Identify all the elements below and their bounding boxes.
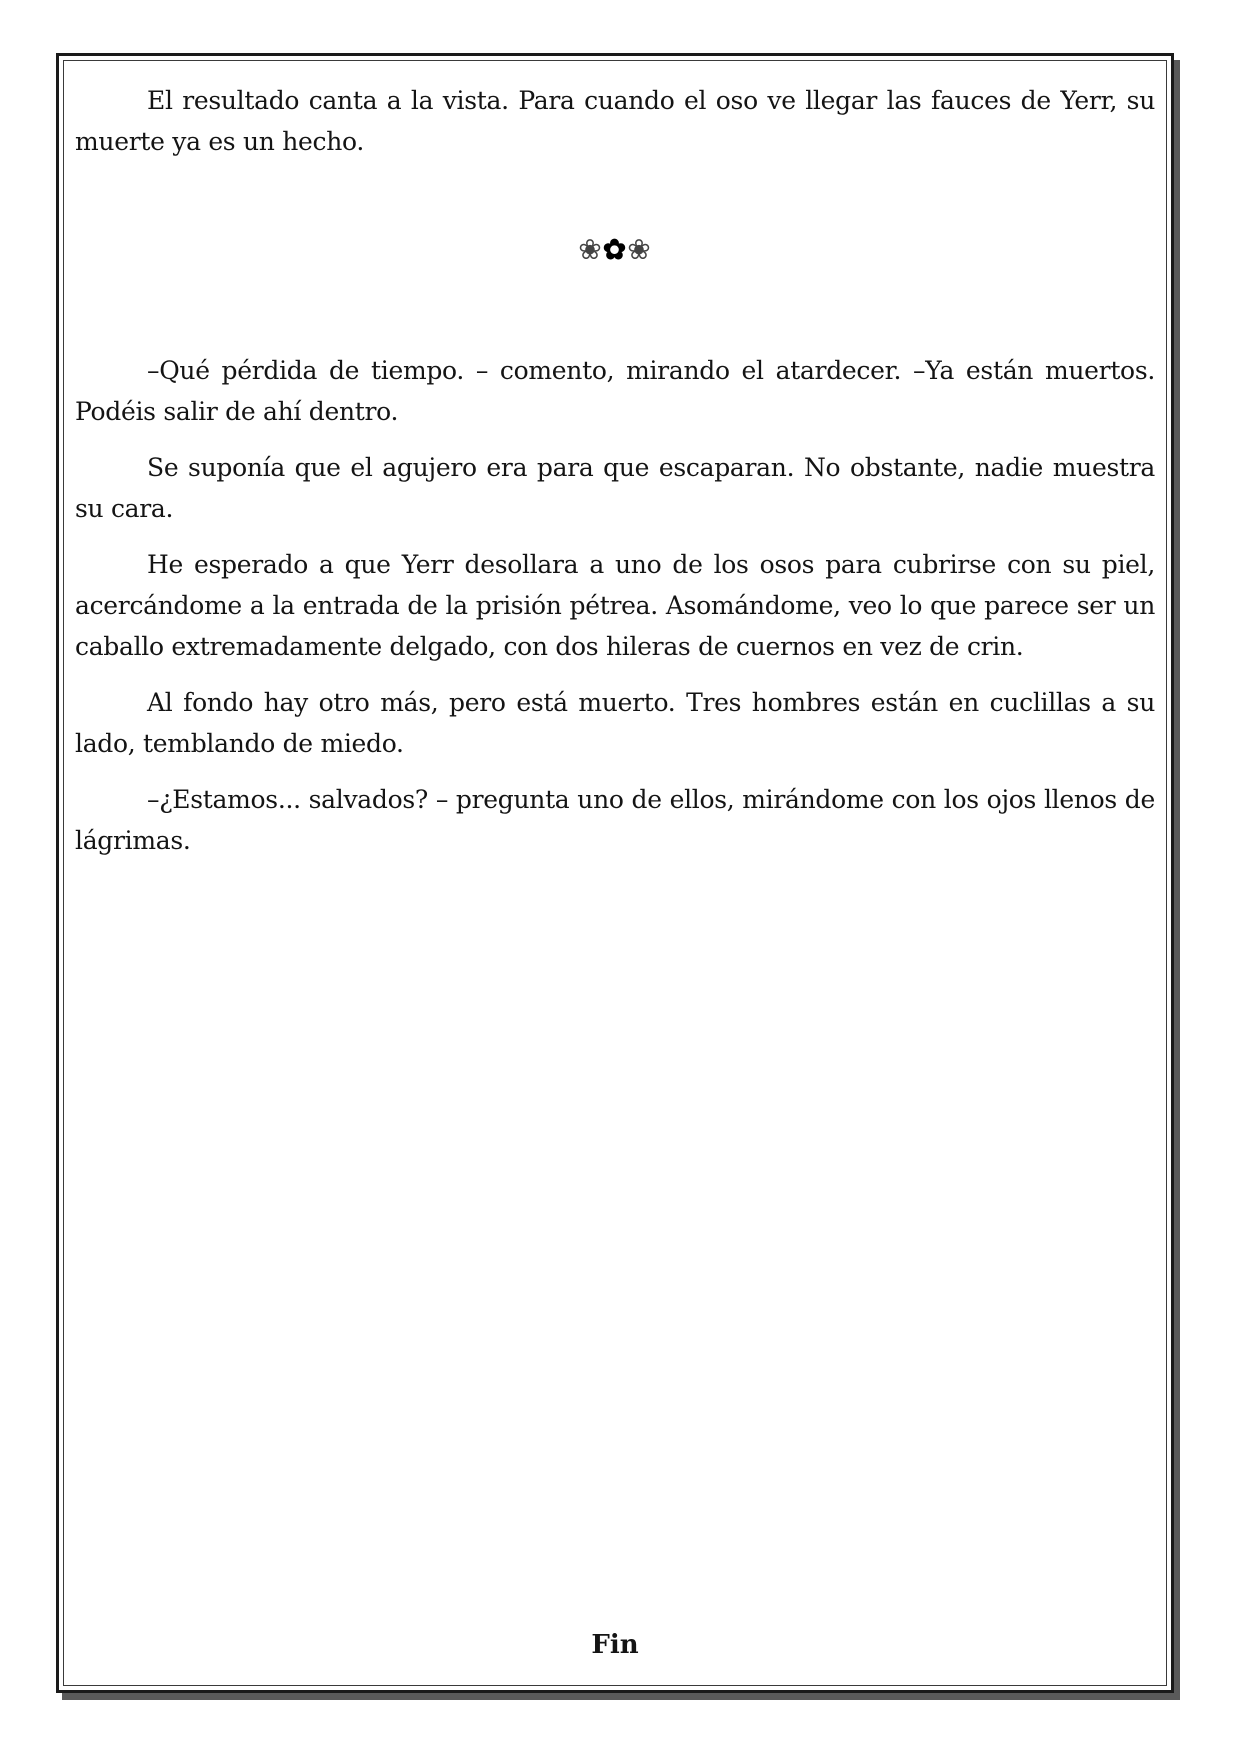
paragraph: Al fondo hay otro más, pero está muerto. Tres hombres están en cuclillas a su lado, temblando de miedo.	[75, 688, 1155, 758]
flower-ornament-icon: ❀	[627, 233, 652, 266]
paragraph: He esperado a que Yerr desollara a uno de los osos para cubrirse con su piel, acercándome a la entrada de la prisión pétrea. Asomándome, veo lo que parece ser un caballo extremadamente delgado, con dos hileras de cuernos en vez de crin.	[75, 550, 1155, 661]
paragraph: Se suponía que el agujero era para que escaparan. No obstante, nadie muestra su cara.	[75, 453, 1155, 523]
paragraph: –Qué pérdida de tiempo. – comento, mirando el atardecer. –Ya están muertos. Podéis salir de ahí dentro.	[75, 356, 1155, 426]
page-frame	[56, 53, 1174, 1693]
paragraph: El resultado canta a la vista. Para cuando el oso ve llegar las fauces de Yerr, su muerte ya es un hecho.	[75, 86, 1155, 156]
section-separator	[75, 230, 1155, 270]
ending-label: Fin	[591, 1630, 639, 1660]
paragraph: –¿Estamos... salvados? – pregunta uno de ellos, mirándome con los ojos llenos de lágrimas.	[75, 785, 1155, 855]
flower-ornament-icon: ✿	[602, 233, 628, 266]
page-content	[75, 80, 1155, 876]
flower-ornament-icon: ❀	[578, 233, 603, 266]
